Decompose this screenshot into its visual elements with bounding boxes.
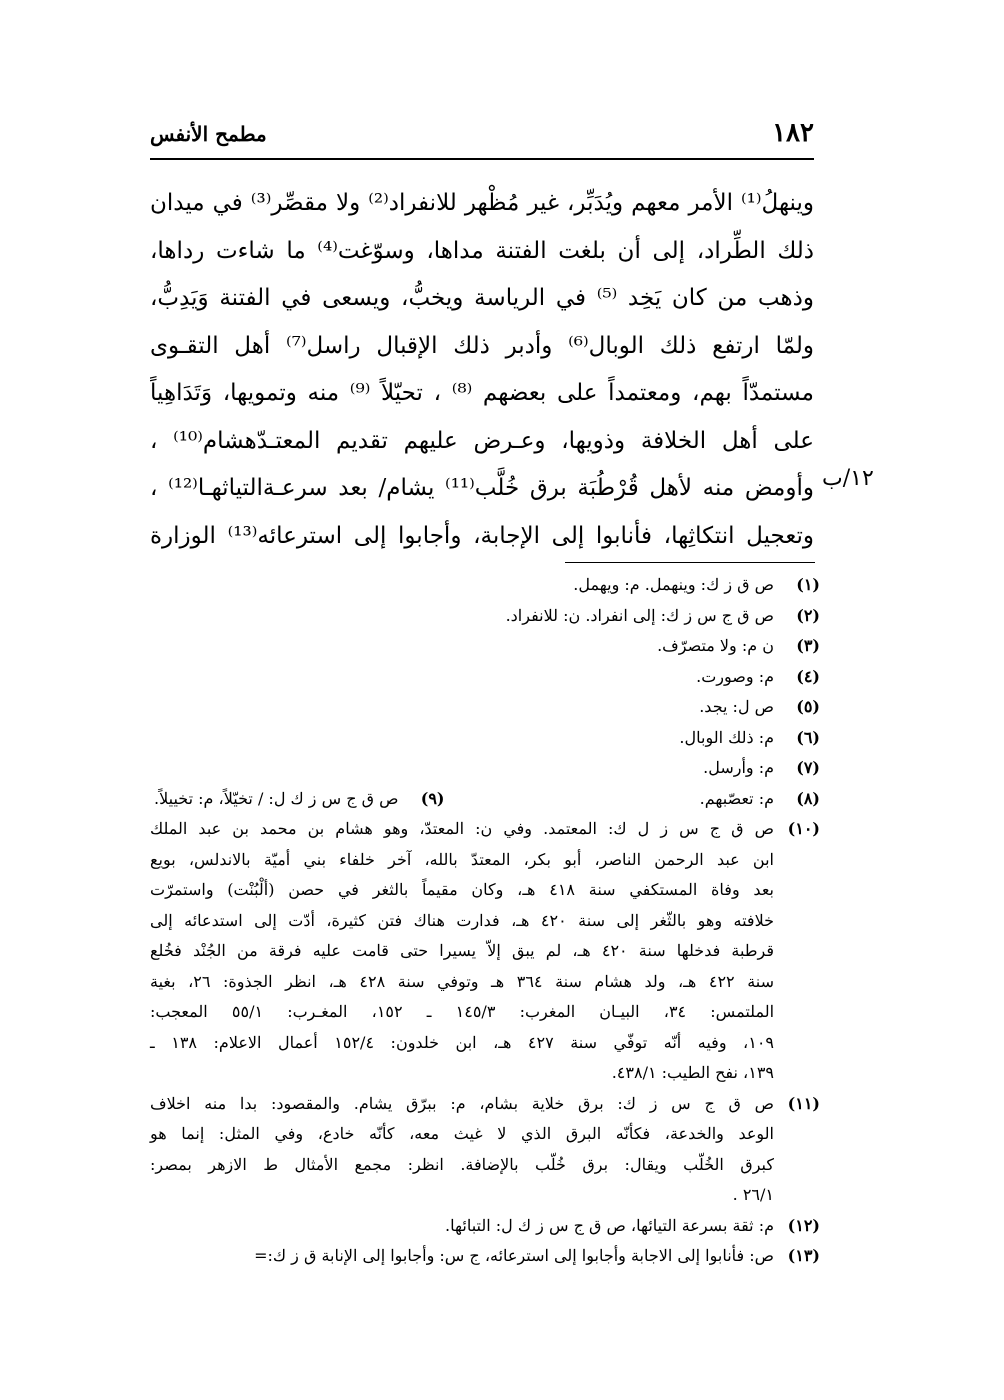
footnote	[150, 1211, 820, 1242]
page-number: ١٨٢	[772, 118, 814, 148]
footnote-line: قرطبة فدخلها سنة ٤٢٠ هـ، لم يبق إلاّ يسيرا حتى قامت عليه فرقة من الجُنْد فخُلع	[150, 941, 775, 960]
footnote-line: سنة ٤٢٢ هـ، ولد هشام سنة ٣٦٤ هـ وتوفي سنة ٤٢٨ هـ، انظر الجذوة: ٢٦، بغية	[150, 971, 775, 991]
footnote-line: كبرق الخُلّب ويقال: برق خُلّب بالإضافة. انظر: مجمع الأمثال ط الازهر بمصر:	[150, 1154, 774, 1174]
footnote-line: ص ق ج س ز ل ك: المعتمد. وفي ن: المعتدّ، وهو هشام بن محمد بن عبد الملك	[150, 819, 774, 838]
text-line: على أهل الخلافة وذويها، وعـرض عليهم تقديم المعتـدّهشام⁽¹⁰⁾ ،	[150, 427, 814, 454]
footnote	[150, 662, 820, 693]
footnote-number: (١٣)	[787, 1246, 820, 1265]
footnote-text: ص ل: يجد.	[699, 697, 774, 716]
footnote-text: م: وصورت.	[696, 666, 774, 686]
footnote	[150, 723, 820, 754]
footnote-number: (٥)	[796, 697, 820, 716]
text-line: وأومض منه لأهل قُرْطُبَة برق خُلَّب⁽¹¹⁾ يشام/ بعد سرعـةالتياثهـا⁽¹²⁾ ،	[150, 475, 814, 501]
footnote-line: ١٠٩، وفيه أنّه توفّي سنة ٤٢٧ هـ، ابن خلدون: ١٥٢/٤ أعمال الاعلام: ١٣٨ ـ	[150, 1032, 775, 1052]
footnote-text: ص ق ج س ز ك: إلى انفراد. ن: للانفراد.	[505, 605, 774, 625]
footnote-text: م: ذلك الوبال.	[679, 727, 774, 747]
footnote-text: م: تعصّبهم.	[699, 788, 774, 808]
footnote-text	[150, 1089, 774, 1211]
footnote-text: ن م: ولا متصرّف.	[657, 636, 774, 655]
footnote	[150, 1241, 820, 1272]
folio-margin-note: ١٢/ب	[822, 466, 874, 491]
footnote-number: (٧)	[796, 758, 820, 777]
footnote-text	[150, 814, 774, 1089]
footnote	[150, 814, 820, 1089]
footnote-number: (١٢)	[787, 1215, 820, 1235]
page-header	[150, 118, 814, 160]
footnote-number: (٢)	[796, 605, 820, 625]
footnote	[150, 570, 820, 601]
footnote	[150, 601, 820, 632]
footnote-number: (١)	[796, 575, 820, 594]
footnote-line: ص ق ج س ز ك: برق خلاية بشام، م: ببرّق يشام. والمقصود: بدا منه اخلاف	[150, 1093, 775, 1113]
text-line: وينهلُ⁽¹⁾ الأمر معهم ويُدَبِّر، غير مُظْهر للانفراد⁽²⁾ ولا مقصِّر⁽³⁾ في ميدان	[150, 190, 814, 216]
footnotes	[150, 570, 820, 1272]
footnote	[150, 753, 820, 784]
footnote-number: (٦)	[796, 727, 820, 747]
footnote-line: ٢٦/١ .	[732, 1185, 774, 1204]
footnote	[150, 692, 820, 723]
footnote-number: (٨)	[796, 788, 820, 808]
footnote-line: خلافته وهو بالثّغر إلى سنة ٤٢٠ هـ، فدارت هناك فتن كثيرة، أدّت إلى استدعائه إلى	[150, 910, 774, 930]
footnote-line: الوعد والخدعة، فكأنّه البرق الذي لا غيث معه، كأنّه خادع، وفي المثل: إنما هو	[150, 1124, 774, 1143]
main-text	[150, 180, 814, 560]
footnote-text: ص ق ج س ز ك ل: / تخيّلاً، م: تخييلاً.	[154, 788, 399, 808]
footnote	[700, 784, 820, 815]
footnote-number: (٩)	[420, 788, 445, 808]
footnote	[154, 784, 444, 815]
footnote	[150, 631, 820, 662]
footnote-line: الملتمس: ٣٤، البيـان المغرب: ١٤٥/٣ ـ ١٥٢، المغـرب: ٥٥/١ المعجب:	[150, 1002, 775, 1021]
footnote-pair	[150, 784, 820, 815]
text-line: وتعجيل انتكاثِها، فأنابوا إلى الإجابة، وأجابوا إلى استرعائه⁽¹³⁾ الوزارة	[150, 522, 814, 549]
footnote-line: ١٣٩، نفح الطيب: ٤٣٨/١.	[611, 1063, 774, 1082]
footnote-number: (١٠)	[787, 819, 820, 838]
footnote-line: ابن عبد الرحمن الناصر، أبو بكر، المعتدّ بالله، آخر خلفاء بني أميّة بالاندلس، بويع	[150, 849, 774, 869]
text-line: ولمّا ارتفع ذلك الوبال⁽⁶⁾ وأدبر ذلك الإقبال راسل⁽⁷⁾ أهل التقـوى	[150, 332, 814, 359]
footnote-text: م: ثقة بسرعة التيائها، ص ق ج س ز ك ل: التبائها.	[445, 1215, 774, 1235]
footnote-line: بعد وفاة المستكفي سنة ٤١٨ هـ، وكان مقيماً بالثغر في حصن (ألْبُنْت) واستمرّت	[150, 880, 775, 899]
text-line: ذلك الطِّراد، إلى أن بلغت الفتنة مداها، وسوّغت⁽⁴⁾ ما شاءت رداها،	[150, 237, 814, 264]
footnote-text: م: وأرسل.	[703, 758, 774, 777]
footnote-text: ص ق ز ك: وينهمل. م: ويهمل.	[573, 575, 774, 594]
footnote-text: ص: فأنابوا إلى الاجابة وأجابوا إلى استرعائه، ج س: وأجابوا إلى الإنابة ق ز ك:=	[254, 1246, 774, 1265]
footnote	[150, 1089, 820, 1211]
footnote-number: (٣)	[796, 636, 820, 655]
footnote-number: (٤)	[796, 666, 820, 686]
footnote-separator	[565, 562, 815, 563]
running-title: مطمح الأنفس	[150, 122, 267, 146]
footnote-number: (١١)	[787, 1093, 820, 1113]
text-line: مستمدّاً بهم، ومعتمداً على بعضهم ⁽⁸⁾ ، تحيّلاً ⁽⁹⁾ منه وتمويها، وَتَدَاهِياً	[150, 380, 814, 406]
text-line: وذهب من كان يَخِد ⁽⁵⁾ في الرياسة ويخبُّ، ويسعى في الفتنة وَيَدِبُّ،	[150, 285, 814, 311]
